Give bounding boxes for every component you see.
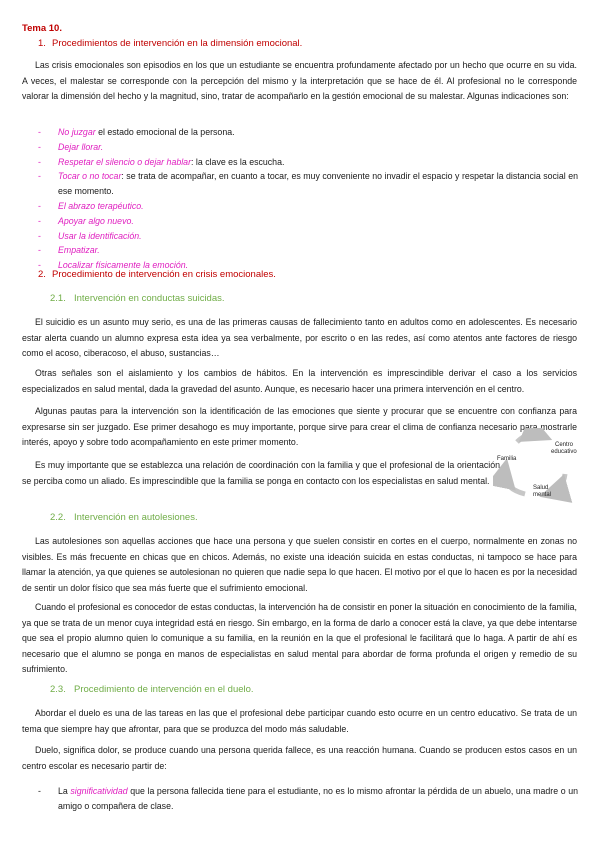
bullet-dash: - — [38, 260, 41, 271]
grief-list — [38, 784, 578, 814]
subsection-2-2-number: 2.2. — [50, 512, 66, 523]
suicide-paragraph-3: Algunas pautas para la intervención son la identificación de las emociones que siente y procurar que se encuentre con confianza para expresarse sin ser juzgado. Ese primer desahogo es muy importante, porque sirve para crear el clima de confianza necesario para mostrarle interés, apoyo y sobre todo acompañamiento en este primer momento. — [22, 406, 577, 447]
bullet-dash: - — [38, 127, 41, 137]
node-familia: Familia — [497, 456, 517, 462]
section-1-title: Procedimientos de intervención en la dimensión emocional. — [52, 38, 303, 49]
list-item — [38, 140, 578, 155]
section-2-number: 2. — [38, 269, 46, 280]
list-item — [38, 155, 578, 170]
selfharm-paragraph-2: Cuando el profesional es conocedor de estas conductas, la intervención ha de consistir en poner la situación en conocimiento de la familia, ya que se trata de un menor cuya integridad está en riesgo. Sin embargo, en la forma de darlo a conocer está la clave, ya que debe intentarse que sea el propio alumno quien lo comunique a su familia, en la reunión en la que el profesional le facilitará que lo haga. A partir de ahí es necesario que el alumno se ponga en manos de especialistas en salud mental para abordar de forma profunda el origen y remedio de su sufrimiento. — [22, 602, 577, 674]
cycle-arrow — [549, 474, 565, 494]
list-item — [38, 229, 578, 244]
list-item-keyword: Empatizar. — [58, 245, 100, 256]
list-item — [38, 784, 578, 814]
list-item-text: que la persona fallecida tiene para el estudiante, no es lo mismo afrontar la pérdida de un abuelo, una madre o un amigo o compañera de clase. — [58, 786, 578, 811]
subsection-2-2-heading — [50, 512, 198, 523]
section-2-title: Procedimiento de intervención en crisis emocionales. — [52, 269, 276, 280]
selfharm-paragraph-1: Las autolesiones son aquellas acciones que hace una persona y que suelen consistir en cortes en el cuerpo, normalmente en zonas no visibles. Es más frecuente en chicas que en chicos. Además, no existe una ideación suicida en estas conductas, ni tampoco se hace para llamar la atención, ya que quienes se autolesionan no quieren que nadie sepa lo que hacen. El motivo por el que lo hacen es por la necesidad de sentir un dolor físico que sea más fuerte que el sufrimiento emocional. — [22, 536, 577, 593]
list-item-keyword: Dejar llorar. — [58, 141, 104, 152]
list-item-keyword: Tocar o no tocar — [58, 171, 122, 182]
section-1-intro: Las crisis emocionales son episodios en los que un estudiante se encuentra profundamente afectado por un hecho que ocurre en su vida. A veces, el malestar se corresponde con la percepción del mismo y la interpretación que se hace de él. Al profesional no le corresponde valorar la dimensión del hecho y la magnitud, sino, tratar de acompañarlo en la gestión emocional de su malestar. Algunas indicaciones son: — [22, 60, 577, 101]
list-item-keyword: Apoyar algo nuevo. — [58, 215, 134, 226]
list-item-text: : la clave es la escucha. — [191, 156, 285, 167]
list-item-text: : se trata de acompañar, en cuanto a tocar, es muy conveniente no invadir el espacio y respetar la distancia social en ese momento. — [58, 171, 578, 197]
subsection-2-2-title: Intervención en autolesiones. — [74, 512, 198, 523]
section-1-number: 1. — [38, 38, 46, 49]
subsection-2-1-number: 2.1. — [50, 293, 66, 304]
coordination-cycle-diagram — [493, 428, 589, 504]
suicide-paragraph-2: Otras señales son el aislamiento y los cambios de hábitos. En la intervención es imprescindible derivar el caso a los servicios especializados en salud mental, dada la gravedad del asunto. Aunque, es necesario hacer una primera intervención en el centro. — [22, 368, 577, 394]
subsection-2-3-title: Procedimiento de intervención en el duelo. — [74, 684, 254, 695]
bullet-dash: - — [38, 156, 41, 167]
grief-paragraph-1: Abordar el duelo es una de las tareas en las que el profesional debe participar cuando esto ocurre en un centro educativo. Se trata de un tema que siempre hay que afrontar, para que se produzca del modo más saludable. — [22, 708, 577, 734]
list-item-text: el estado emocional de la persona. — [95, 127, 235, 137]
cycle-arrow — [504, 468, 525, 494]
bullet-dash: - — [38, 200, 41, 211]
node-centro-line-2: educativo — [551, 449, 577, 455]
bullet-dash: - — [38, 215, 41, 226]
section-2-heading — [38, 269, 276, 280]
bullet-dash: - — [38, 141, 41, 152]
list-item-keyword: El abrazo terapéutico. — [58, 200, 144, 211]
list-item — [38, 125, 578, 140]
subsection-2-3-number: 2.3. — [50, 684, 66, 695]
list-item — [38, 214, 578, 229]
list-item-keyword: Usar la identificación. — [58, 230, 142, 241]
bullet-dash: - — [38, 230, 41, 241]
bullet-dash: - — [38, 171, 41, 182]
node-salud-line-2: mental — [533, 492, 552, 498]
subsection-2-1-heading — [50, 293, 225, 304]
bullet-dash: - — [38, 245, 41, 256]
suicide-paragraph-4: Es muy importante que se establezca una relación de coordinación con la familia y que el profesional de la orientación se perciba como un aliado. Es imprescindible que la familia se ponga en contacto con los especialistas en salud mental. — [22, 460, 500, 486]
node-centro-line-1: Centro — [555, 442, 574, 448]
section-1-heading — [38, 38, 302, 49]
list-item — [38, 199, 578, 214]
list-item-keyword: No juzgar — [58, 127, 96, 137]
list-item-keyword: Respetar el silencio o dejar hablar — [58, 156, 192, 167]
list-item — [38, 243, 578, 258]
suicide-paragraph-1: El suicidio es un asunto muy serio, es una de las primeras causas de fallecimiento tanto en adultos como en adolescentes. Es necesario estar alerta cuando un alumno expresa esta idea ya sea verbalmente, por escrito o en las redes, así como atentos ante factores de riesgo como el acoso, ciberacoso, el abuso, sustancias… — [22, 317, 577, 358]
section-1-list — [38, 125, 578, 273]
subsection-2-1-title: Intervención en conductas suicidas. — [74, 293, 225, 304]
bullet-dash: - — [38, 786, 41, 796]
subsection-2-3-heading — [50, 684, 254, 695]
list-item-keyword: Localizar físicamente la emoción. — [58, 260, 189, 271]
cycle-arrow — [517, 434, 543, 442]
topic-title: Tema 10. — [22, 23, 62, 34]
list-item-prefix: La — [58, 786, 71, 796]
list-item-keyword: significatividad — [70, 786, 128, 796]
list-item — [38, 169, 578, 199]
node-salud-line-1: Salud — [533, 485, 549, 491]
grief-paragraph-2: Duelo, significa dolor, se produce cuando una persona querida fallece, es una reacción humana. Cuando se producen estos casos en un centro escolar es necesario partir de: — [22, 745, 577, 771]
